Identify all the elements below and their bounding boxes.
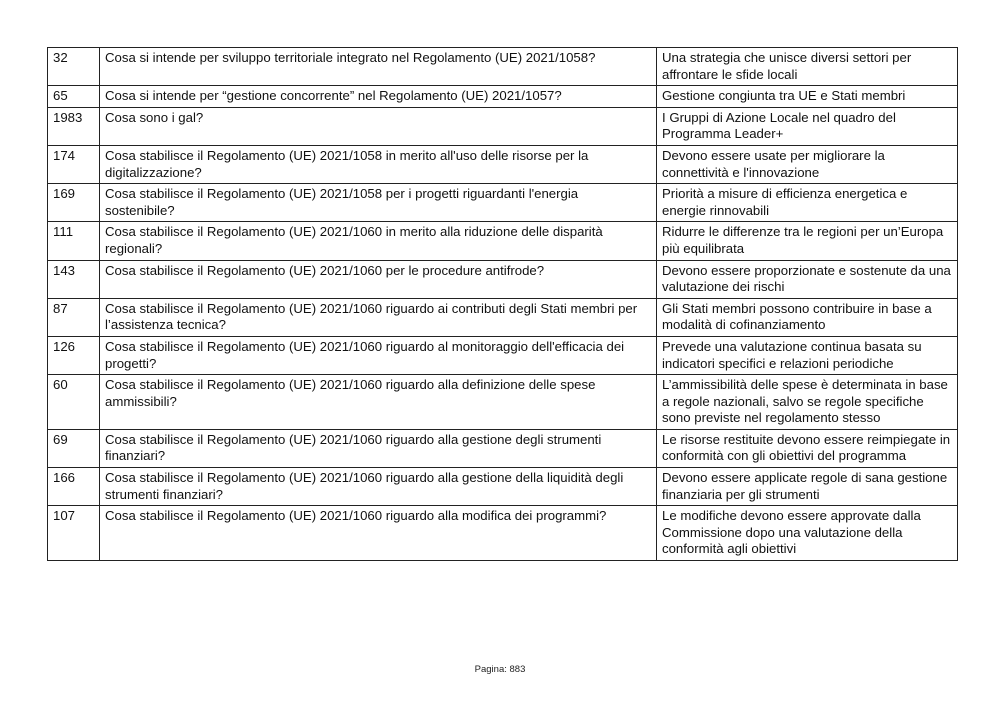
question-number-cell: 169 <box>48 184 100 222</box>
question-cell: Cosa stabilisce il Regolamento (UE) 2021/1060 riguardo alla gestione della liquidità degli strumenti finanziari? <box>100 468 657 506</box>
table-row <box>48 375 958 430</box>
table-row <box>48 48 958 86</box>
question-number-cell: 32 <box>48 48 100 86</box>
question-cell: Cosa stabilisce il Regolamento (UE) 2021/1058 in merito all'uso delle risorse per la digitalizzazione? <box>100 145 657 183</box>
question-number-cell: 143 <box>48 260 100 298</box>
table-row <box>48 107 958 145</box>
answer-cell: Priorità a misure di efficienza energetica e energie rinnovabili <box>657 184 958 222</box>
qa-table <box>47 47 958 561</box>
answer-cell: Gli Stati membri possono contribuire in base a modalità di cofinanziamento <box>657 298 958 336</box>
question-number-cell: 1983 <box>48 107 100 145</box>
table-row <box>48 298 958 336</box>
qa-table-body <box>48 48 958 561</box>
question-cell: Cosa si intende per “gestione concorrente” nel Regolamento (UE) 2021/1057? <box>100 86 657 108</box>
question-cell: Cosa stabilisce il Regolamento (UE) 2021/1060 per le procedure antifrode? <box>100 260 657 298</box>
question-number-cell: 60 <box>48 375 100 430</box>
answer-cell: Devono essere usate per migliorare la connettività e l'innovazione <box>657 145 958 183</box>
question-number-cell: 174 <box>48 145 100 183</box>
table-row <box>48 260 958 298</box>
question-cell: Cosa stabilisce il Regolamento (UE) 2021/1060 in merito alla riduzione delle disparità regionali? <box>100 222 657 260</box>
question-number-cell: 65 <box>48 86 100 108</box>
question-cell: Cosa stabilisce il Regolamento (UE) 2021/1058 per i progetti riguardanti l'energia sostenibile? <box>100 184 657 222</box>
page-number: Pagina: 883 <box>474 664 526 675</box>
table-row <box>48 145 958 183</box>
question-cell: Cosa si intende per sviluppo territoriale integrato nel Regolamento (UE) 2021/1058? <box>100 48 657 86</box>
question-cell: Cosa stabilisce il Regolamento (UE) 2021/1060 riguardo al monitoraggio dell'efficacia dei progetti? <box>100 336 657 374</box>
question-number-cell: 107 <box>48 506 100 561</box>
answer-cell: Una strategia che unisce diversi settori per affrontare le sfide locali <box>657 48 958 86</box>
question-cell: Cosa stabilisce il Regolamento (UE) 2021/1060 riguardo alla definizione delle spese ammissibili? <box>100 375 657 430</box>
table-row <box>48 468 958 506</box>
answer-cell: I Gruppi di Azione Locale nel quadro del Programma Leader+ <box>657 107 958 145</box>
table-row <box>48 86 958 108</box>
question-number-cell: 126 <box>48 336 100 374</box>
question-number-cell: 111 <box>48 222 100 260</box>
answer-cell: Prevede una valutazione continua basata su indicatori specifici e relazioni periodiche <box>657 336 958 374</box>
question-number-cell: 69 <box>48 429 100 467</box>
table-row <box>48 336 958 374</box>
answer-cell: Le risorse restituite devono essere reimpiegate in conformità con gli obiettivi del programma <box>657 429 958 467</box>
question-cell: Cosa stabilisce il Regolamento (UE) 2021/1060 riguardo alla modifica dei programmi? <box>100 506 657 561</box>
question-cell: Cosa sono i gal? <box>100 107 657 145</box>
answer-cell: L’ammissibilità delle spese è determinata in base a regole nazionali, salvo se regole specifiche sono previste nel regolamento stesso <box>657 375 958 430</box>
answer-cell: Devono essere applicate regole di sana gestione finanziaria per gli strumenti <box>657 468 958 506</box>
table-row <box>48 222 958 260</box>
answer-cell: Ridurre le differenze tra le regioni per un’Europa più equilibrata <box>657 222 958 260</box>
answer-cell: Gestione congiunta tra UE e Stati membri <box>657 86 958 108</box>
table-row <box>48 184 958 222</box>
table-row <box>48 429 958 467</box>
question-cell: Cosa stabilisce il Regolamento (UE) 2021/1060 riguardo alla gestione degli strumenti finanziari? <box>100 429 657 467</box>
table-row <box>48 506 958 561</box>
answer-cell: Le modifiche devono essere approvate dalla Commissione dopo una valutazione della conformità agli obiettivi <box>657 506 958 561</box>
question-number-cell: 166 <box>48 468 100 506</box>
answer-cell: Devono essere proporzionate e sostenute da una valutazione dei rischi <box>657 260 958 298</box>
question-cell: Cosa stabilisce il Regolamento (UE) 2021/1060 riguardo ai contributi degli Stati membri per l’assistenza tecnica? <box>100 298 657 336</box>
question-number-cell: 87 <box>48 298 100 336</box>
